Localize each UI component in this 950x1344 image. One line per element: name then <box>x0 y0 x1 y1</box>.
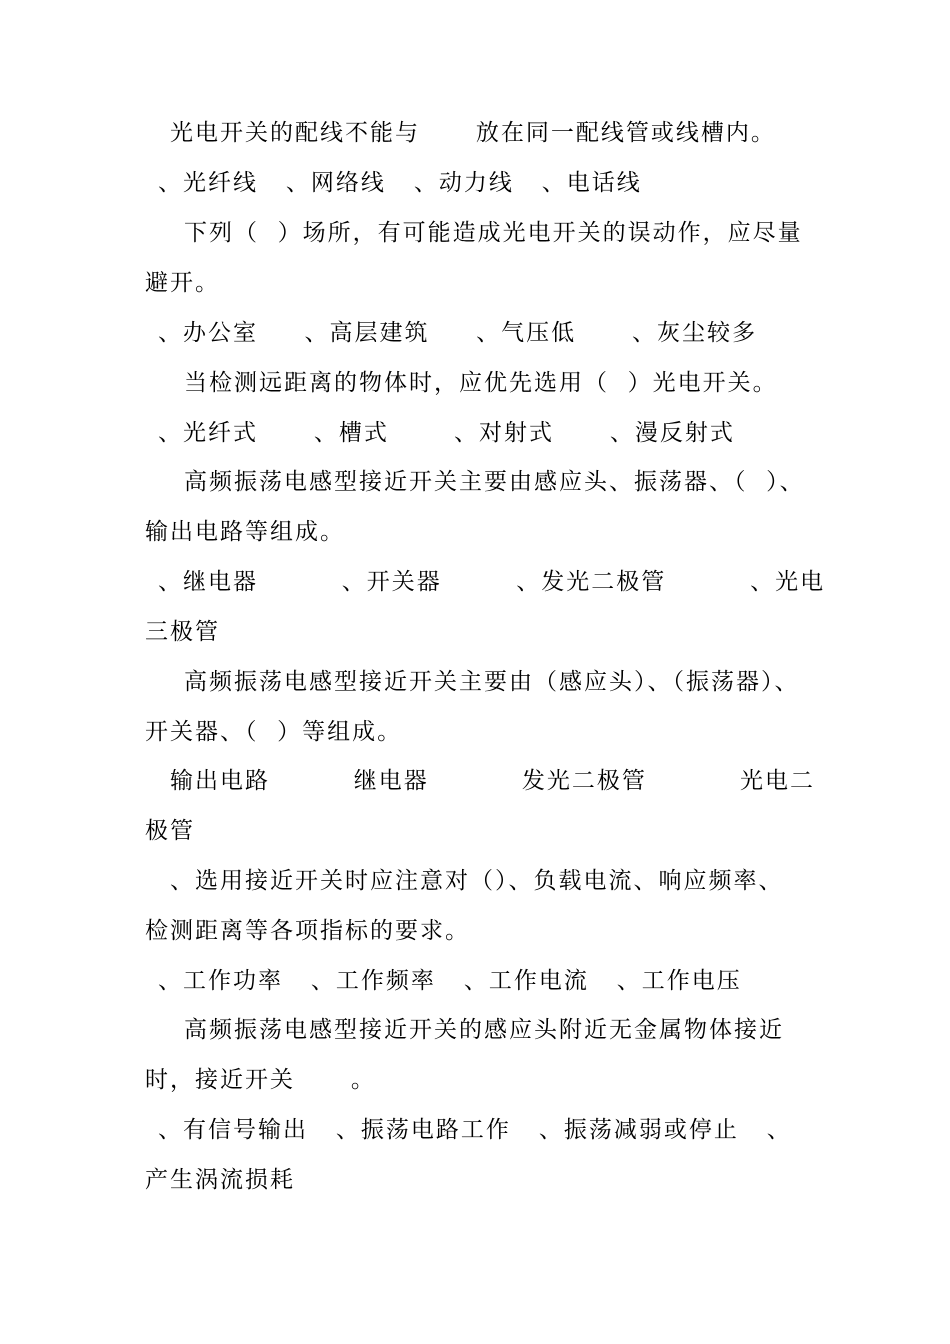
question-6-stem-continued: 检测距离等各项指标的要求。 <box>145 918 470 944</box>
question-7-options-continued: 产生涡流损耗 <box>145 1167 295 1193</box>
question-2-options: 、办公室 、高层建筑 、气压低 、灰尘较多 <box>158 320 757 346</box>
question-1-stem: 光电开关的配线不能与 放在同一配线管或线槽内。 <box>170 120 776 146</box>
question-4-stem-continued: 输出电路等组成。 <box>145 519 345 545</box>
question-4-stem: 高频振荡电感型接近开关主要由感应头、振荡器、（ ）、 <box>184 469 805 495</box>
question-5-options: 输出电路 继电器 发光二极管 光电二 <box>170 768 816 794</box>
question-7-options: 、有信号输出 、振荡电路工作 、振荡减弱或停止 、 <box>158 1117 792 1143</box>
question-2-stem: 下列（ ）场所，有可能造成光电开关的误动作，应尽量 <box>184 220 803 246</box>
question-4-options: 、继电器 、开关器 、发光二极管 、光电 <box>158 569 826 595</box>
question-5-stem-continued: 开关器、（ ）等组成。 <box>145 719 403 745</box>
question-4-options-continued: 三极管 <box>145 619 220 645</box>
question-1-options: 、光纤线 、网络线 、动力线 、电话线 <box>158 170 642 196</box>
question-2-stem-continued: 避开。 <box>145 270 220 296</box>
question-6-stem: 、选用接近开关时应注意对（）、负载电流、响应频率、 <box>170 868 784 894</box>
question-7-stem: 高频振荡电感型接近开关的感应头附近无金属物体接近 <box>184 1017 784 1043</box>
question-3-options: 、光纤式 、槽式 、对射式 、漫反射式 <box>158 420 735 446</box>
question-6-options: 、工作功率 、工作频率 、工作电流 、工作电压 <box>158 968 742 994</box>
question-7-stem-continued: 时，接近开关 。 <box>145 1067 376 1093</box>
question-5-options-continued: 极管 <box>145 818 195 844</box>
question-3-stem: 当检测远距离的物体时，应优先选用（ ）光电开关。 <box>184 370 778 396</box>
question-5-stem: 高频振荡电感型接近开关主要由（感应头）、（振荡器）、 <box>184 669 800 695</box>
